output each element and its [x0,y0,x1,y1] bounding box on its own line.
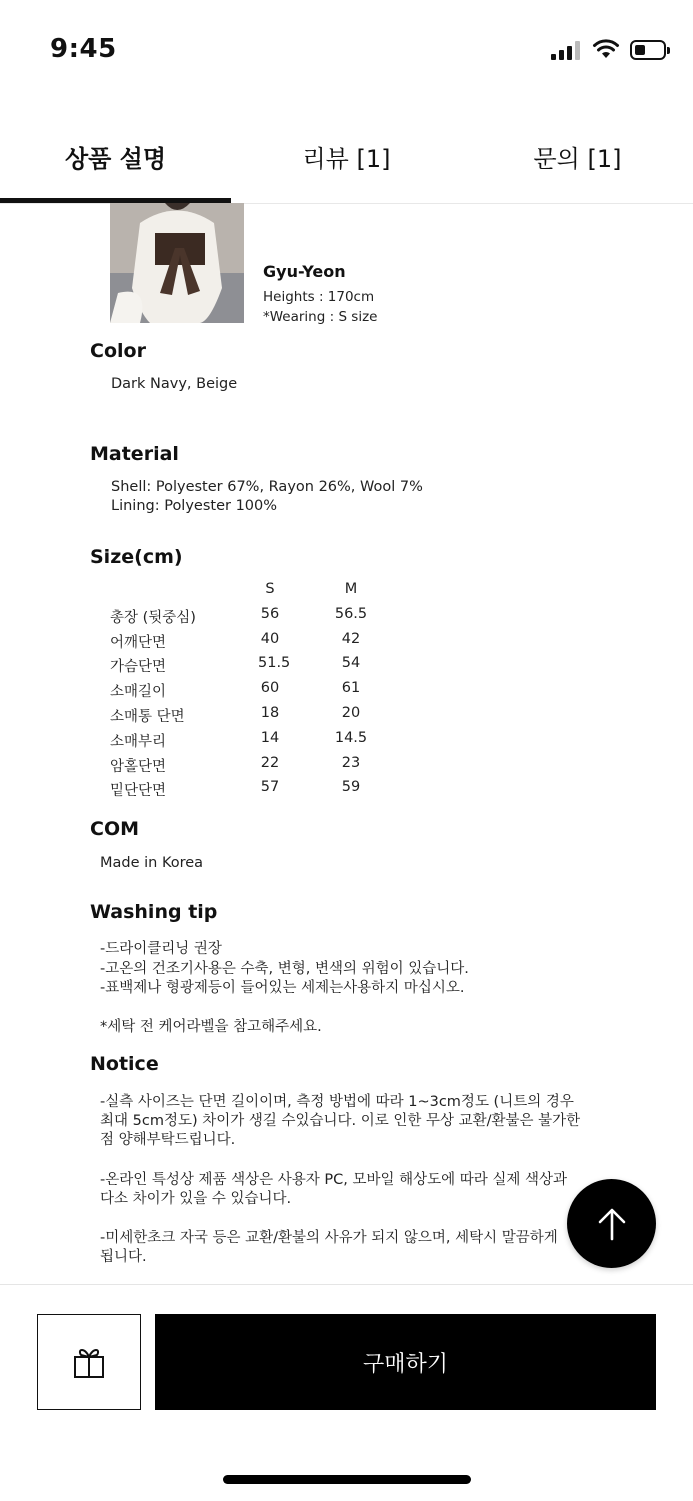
size-row-s: 18 [260,704,280,721]
size-row-s: 22 [260,754,280,771]
size-row-m: 14.5 [334,729,368,746]
size-row-m: 20 [341,704,361,721]
size-row-label: 어깨단면 [110,634,167,651]
notice-paragraph-color: -온라인 특성상 제품 색상은 사용자 PC, 모바일 해상도에 따라 실제 색상과 다소 차이가 있을 수 있습니다. [100,1172,567,1207]
size-row [110,702,410,727]
size-row-m: 23 [341,754,361,771]
cellular-signal-icon [551,40,581,60]
size-row-label: 소매부리 [110,733,167,750]
size-row [110,752,410,777]
tab-reviews[interactable]: 리뷰 [1] [302,145,391,173]
size-row [110,727,410,752]
color-title: Color [90,340,146,362]
size-row-s: 60 [260,680,280,697]
washing-title: Washing tip [90,901,218,923]
size-table [110,578,410,801]
size-row-m: 54 [341,655,361,672]
size-row-s: 56 [260,605,280,622]
color-text: Dark Navy, Beige [111,376,238,392]
wifi-icon [592,38,620,60]
washing-line: -드라이클리닝 권장 [100,941,222,957]
size-row-label: 소매길이 [110,684,167,701]
size-header-m: M [344,581,358,597]
tab-inquiries[interactable]: 문의 [1] [533,145,622,173]
bottom-action-bar [0,1284,693,1501]
detail-tabs [0,110,693,204]
notice-paragraph-size: -실측 사이즈는 단면 길이이며, 측정 방법에 따라 1~3cm정도 (니트의 경우 최대 5cm정도) 차이가 생길 수있습니다. 이로 인한 무상 교환/환불은 불가한 점 양해부탁드립니다. [100,1094,581,1148]
com-text: Made in Korea [100,855,204,871]
washing-line: -표백제나 형광제등이 들어있는 세제는사용하지 마십시오. [100,980,465,996]
size-row-m: 56.5 [334,605,368,622]
size-row [110,677,410,702]
size-row-m: 61 [341,680,361,697]
size-row-s: 14 [260,729,280,746]
model-info [263,262,377,327]
size-row-s: 51.5 [258,655,291,672]
washing-line: -고온의 건조기사용은 수축, 변형, 변색의 위험이 있습니다. [100,961,469,977]
tab-description[interactable]: 상품 설명 [64,145,167,173]
notice-title: Notice [90,1053,159,1075]
material-title: Material [90,443,179,465]
scroll-to-top-button[interactable] [567,1179,656,1268]
model-height: Heights : 170cm [263,289,375,305]
model-photo [110,203,244,323]
size-row-label: 총장 (뒷중심) [110,609,196,626]
size-row [110,652,410,677]
size-row-label: 밑단단면 [110,783,167,800]
model-wearing-size: *Wearing : S size [263,309,378,325]
size-row-m: 42 [341,630,361,647]
status-bar [0,0,693,100]
size-title: Size(cm) [90,546,183,568]
size-row-s: 57 [260,779,280,796]
size-row [110,603,410,628]
battery-icon [630,40,666,60]
home-indicator [223,1475,471,1484]
status-time: 9:45 [50,34,117,64]
arrow-up-icon [597,1207,627,1241]
size-row-label: 가슴단면 [110,659,167,676]
size-row-s: 40 [260,630,280,647]
washing-care-label-note: *세탁 전 케어라벨을 참고해주세요. [100,1019,322,1035]
size-row [110,776,410,801]
com-title: COM [90,818,140,840]
size-header-row [110,578,410,603]
size-row-m: 59 [341,779,361,796]
model-name: Gyu-Yeon [263,262,346,281]
gift-icon [71,1345,107,1379]
size-row-label: 소매통 단면 [110,708,185,725]
material-lining: Lining: Polyester 100% [111,498,278,514]
material-shell: Shell: Polyester 67%, Rayon 26%, Wool 7% [111,479,423,495]
gift-button[interactable] [37,1314,141,1410]
size-row [110,628,410,653]
size-header-s: S [265,581,275,597]
notice-paragraph-chalk: -미세한초크 자국 등은 교환/환불의 사유가 되지 않으며, 세탁시 말끔하게 됩니다. [100,1230,558,1265]
buy-button[interactable]: 구매하기 [155,1314,656,1410]
size-row-label: 암홀단면 [110,758,167,775]
